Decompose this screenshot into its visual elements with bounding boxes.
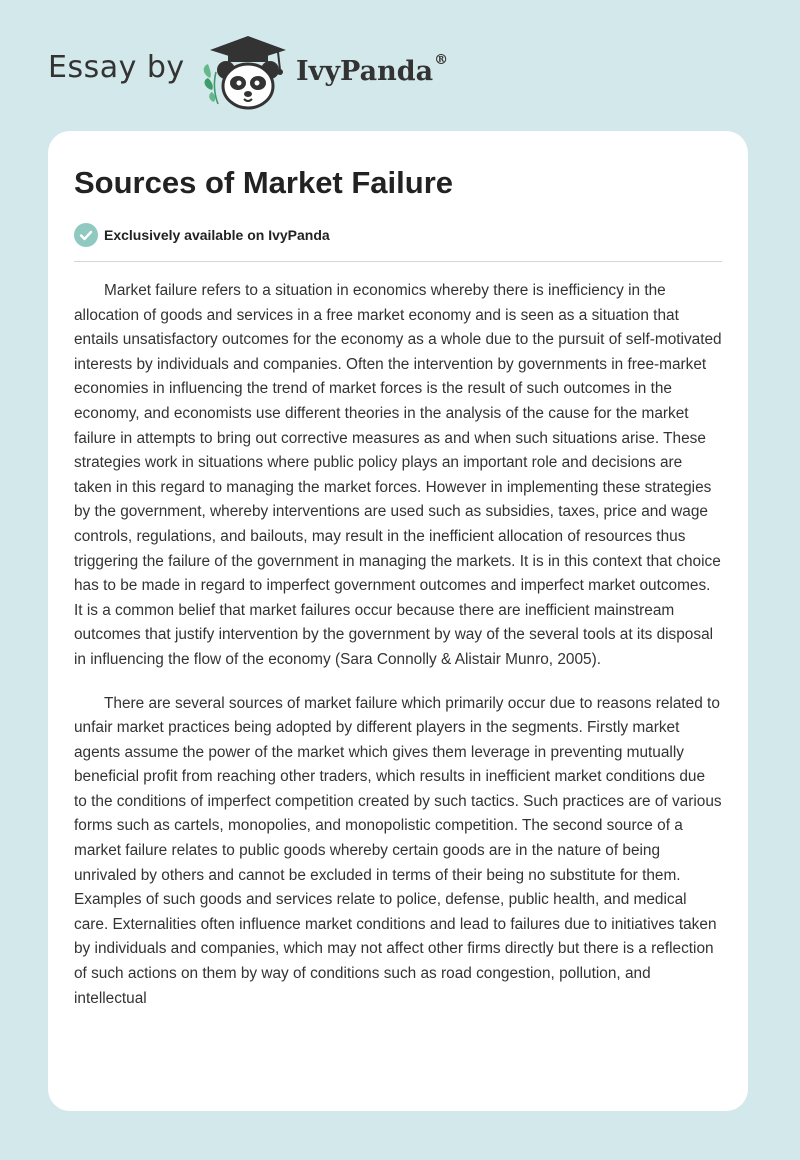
essay-paragraph-2: There are several sources of market failure which primarily occur due to reasons related to unfair market practices being adopted by different players in the segments. Firstly market agents assume the power of the market which gives them leverage in preventing mutually beneficial profit from reaching other traders, which results in inefficient market conditions due to the conditions of imperfect competition created by such tactics. Such practices are of various forms such as cartels, monopolies, and monopolistic competition. The second source of a market failure relates to public goods whereby certain goods are in the nature of being unrivaled by others and cannot be excluded in terms of their being no substitute for them. Examples of such goods and services relate to police, defense, public health, and medical care. Externalities often influence market conditions and lead to failures due to initiatives taken by individuals and companies, which may not affect other firms directly but there is a reflection of such actions on them by way of conditions such as road congestion, pollution, and intellectual (74, 694, 722, 1007)
essay-paragraph-1: Market failure refers to a situation in economics whereby there is inefficiency in the allocation of goods and services in a free market economy and is seen as a situation that entails unsatisfactory outcomes for the economy as a whole due to the pursuit of self-motivated interests by individuals and companies. Often the intervention by governments in free-market economies in influencing the trend of market forces is the result of such outcomes in the economy, and economists use different theories in the analysis of the cause for the market failure in attempts to bring out corrective measures as and when such situations arise. These strategies work in situations where public policy plays an important role and decisions are taken in this regard to managing the market forces. However in implementing these strategies by the government, whereby interventions are used such as subsidies, taxes, price and wage controls, regulations, and bailouts, may result in the inefficient allocation of resources thus triggering the failure of the government in managing the markets. It is in this context that choice has to be made in regard to imperfect government outcomes and imperfect market outcomes. It is a common belief that market failures occur because there are inefficient mainstream outcomes that justify intervention by the government by way of the several tools at its disposal in influencing the flow of the economy (Sara Connolly & Alistair Munro, 2005). (74, 282, 722, 668)
title-divider (74, 261, 722, 262)
exclusive-badge (74, 222, 330, 248)
check-circle-icon (74, 223, 98, 247)
brand-prefix: Essay by (48, 50, 185, 85)
brand-name (296, 52, 449, 87)
essay-title: Sources of Market Failure (74, 165, 454, 200)
essay-body (74, 279, 722, 1030)
brand-name-text: IvyPanda (296, 56, 434, 87)
essay-card (48, 131, 748, 1111)
exclusive-badge-text: Exclusively available on IvyPanda (104, 227, 330, 243)
registered-mark: ® (434, 52, 449, 68)
brand-header[interactable] (48, 34, 508, 114)
panda-logo-icon (200, 34, 296, 110)
